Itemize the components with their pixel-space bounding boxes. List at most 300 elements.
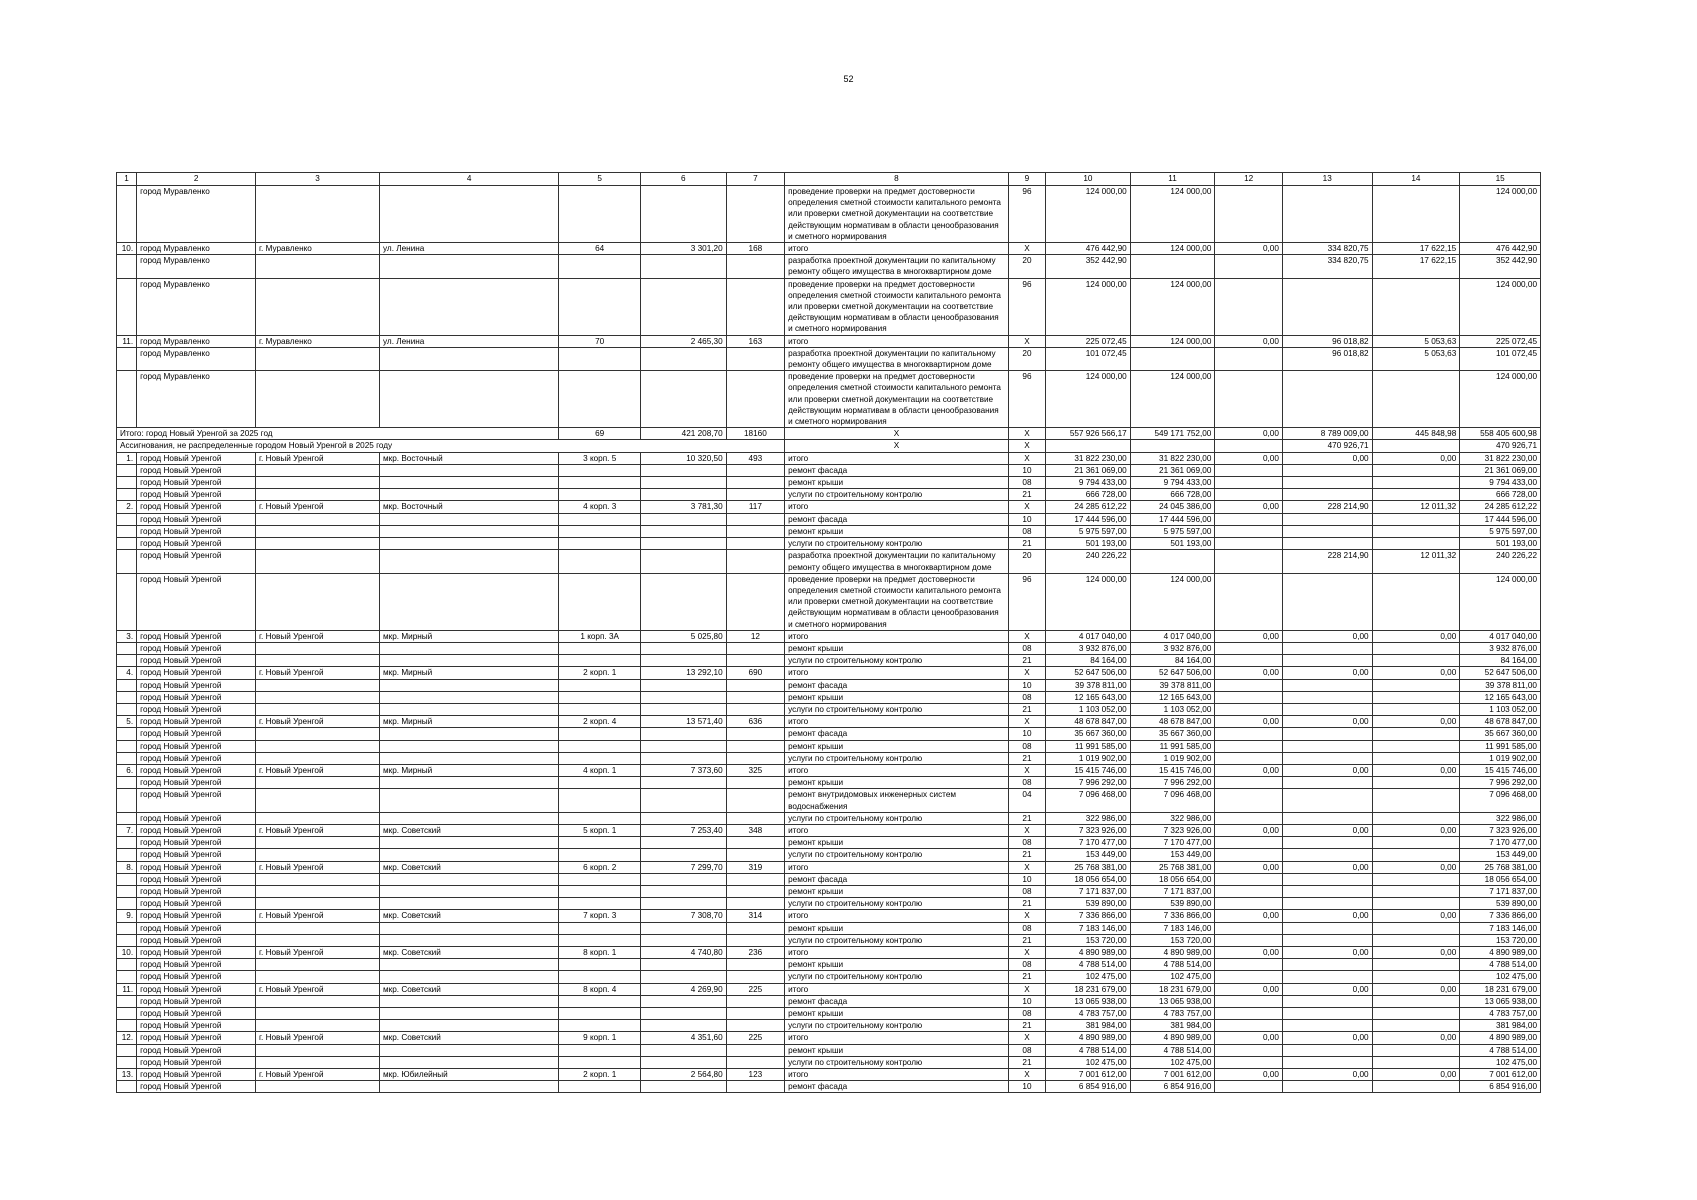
cell-settlement <box>256 812 380 824</box>
cell-cost-sum: 501 193,00 <box>1460 538 1541 550</box>
cell-house: 2 корп. 4 <box>559 716 641 728</box>
cell-settlement <box>256 691 380 703</box>
cell-cost-sum: 21 361 069,00 <box>1460 464 1541 476</box>
table-row <box>117 335 1541 347</box>
cell-area: 3 301,20 <box>641 243 727 255</box>
cell-area <box>641 655 727 667</box>
cell-residents <box>726 489 784 501</box>
cell-municipality: город Новый Уренгой <box>137 837 256 849</box>
cell-cost-sum: 3 932 876,00 <box>1460 642 1541 654</box>
cell-cost-sum: 5 975 597,00 <box>1460 525 1541 537</box>
cell-work-code: 10 <box>1008 513 1045 525</box>
table-row <box>117 703 1541 715</box>
cell-cost-owners <box>1282 538 1372 550</box>
cell-num <box>117 703 137 715</box>
cell-municipality: город Новый Уренгой <box>137 1008 256 1020</box>
table-row <box>117 812 1541 824</box>
cell-cost-sum: 13 065 938,00 <box>1460 995 1541 1007</box>
cell-cost-other: 0,00 <box>1372 983 1460 995</box>
cell-cost-sum: 48 678 847,00 <box>1460 716 1541 728</box>
cell-settlement <box>256 642 380 654</box>
cell-work-code: X <box>1008 667 1045 679</box>
cell-house: 5 корп. 1 <box>559 824 641 836</box>
cell-settlement: г. Новый Уренгой <box>256 1069 380 1081</box>
cell-work-code: X <box>1008 824 1045 836</box>
summary-assign-code: X <box>1008 440 1045 452</box>
cell-house <box>559 971 641 983</box>
cell-num <box>117 837 137 849</box>
cell-cost-total: 7 171 837,00 <box>1046 885 1131 897</box>
cell-cost-fund: 21 361 069,00 <box>1130 464 1215 476</box>
cell-work-type: ремонт крыши <box>785 1044 1009 1056</box>
cell-municipality: город Новый Уренгой <box>137 655 256 667</box>
cell-cost-other <box>1372 849 1460 861</box>
cell-cost-fund: 124 000,00 <box>1130 335 1215 347</box>
cell-cost-owners <box>1282 278 1372 335</box>
cell-cost-owners: 0,00 <box>1282 452 1372 464</box>
cell-residents <box>726 371 784 428</box>
cell-area <box>641 550 727 573</box>
cell-cost-owners <box>1282 885 1372 897</box>
cell-settlement: г. Новый Уренгой <box>256 1032 380 1044</box>
cell-street <box>380 550 559 573</box>
cell-street <box>380 1020 559 1032</box>
table-row <box>117 243 1541 255</box>
cell-cost-budget <box>1215 777 1283 789</box>
header-cell-10: 10 <box>1046 173 1131 186</box>
cell-house <box>559 703 641 715</box>
cell-cost-owners: 96 018,82 <box>1282 347 1372 370</box>
cell-cost-budget <box>1215 837 1283 849</box>
cell-settlement <box>256 752 380 764</box>
header-cell-15: 15 <box>1460 173 1541 186</box>
table-row <box>117 255 1541 278</box>
cell-cost-budget <box>1215 1056 1283 1068</box>
cell-residents <box>726 995 784 1007</box>
cell-area <box>641 703 727 715</box>
cell-work-type: ремонт крыши <box>785 1008 1009 1020</box>
cell-cost-other <box>1372 922 1460 934</box>
cell-settlement <box>256 347 380 370</box>
cell-cost-other: 17 622,15 <box>1372 243 1460 255</box>
cell-cost-owners <box>1282 513 1372 525</box>
cell-work-type: ремонт крыши <box>785 525 1009 537</box>
cell-work-code: X <box>1008 947 1045 959</box>
cell-work-type: ремонт фасада <box>785 679 1009 691</box>
cell-area: 2 564,80 <box>641 1069 727 1081</box>
cell-settlement <box>256 849 380 861</box>
table-row <box>117 873 1541 885</box>
summary-total-residents: 18160 <box>726 428 784 440</box>
cell-area: 2 465,30 <box>641 335 727 347</box>
cell-num: 13. <box>117 1069 137 1081</box>
cell-cost-budget: 0,00 <box>1215 764 1283 776</box>
table-row <box>117 667 1541 679</box>
cell-cost-fund: 102 475,00 <box>1130 1056 1215 1068</box>
cell-municipality: город Новый Уренгой <box>137 1069 256 1081</box>
cell-residents <box>726 1008 784 1020</box>
cell-municipality: город Новый Уренгой <box>137 959 256 971</box>
summary-assign-c11 <box>1130 440 1215 452</box>
cell-cost-total: 124 000,00 <box>1046 278 1131 335</box>
cell-settlement <box>256 1020 380 1032</box>
cell-work-code: X <box>1008 716 1045 728</box>
cell-settlement <box>256 655 380 667</box>
cell-area: 7 373,60 <box>641 764 727 776</box>
cell-num <box>117 898 137 910</box>
cell-work-code: 08 <box>1008 1044 1045 1056</box>
cell-cost-budget <box>1215 525 1283 537</box>
cell-street <box>380 922 559 934</box>
cell-cost-other: 0,00 <box>1372 910 1460 922</box>
cell-num <box>117 513 137 525</box>
cell-street <box>380 255 559 278</box>
cell-area: 13 292,10 <box>641 667 727 679</box>
cell-work-code: 21 <box>1008 703 1045 715</box>
cell-work-code: 21 <box>1008 752 1045 764</box>
cell-settlement <box>256 679 380 691</box>
cell-street <box>380 525 559 537</box>
cell-cost-total: 101 072,45 <box>1046 347 1131 370</box>
cell-cost-budget <box>1215 898 1283 910</box>
cell-residents: 168 <box>726 243 784 255</box>
header-cell-2: 2 <box>137 173 256 186</box>
cell-cost-sum: 7 171 837,00 <box>1460 885 1541 897</box>
cell-cost-budget <box>1215 642 1283 654</box>
cell-cost-total: 666 728,00 <box>1046 489 1131 501</box>
cell-cost-other: 12 011,32 <box>1372 550 1460 573</box>
cell-residents: 325 <box>726 764 784 776</box>
cell-work-code: 96 <box>1008 278 1045 335</box>
summary-total-buildings: 69 <box>559 428 641 440</box>
cell-num <box>117 789 137 812</box>
cell-residents <box>726 789 784 812</box>
cell-cost-budget <box>1215 477 1283 489</box>
cell-area <box>641 1008 727 1020</box>
cell-work-code: 21 <box>1008 849 1045 861</box>
table-row <box>117 186 1541 243</box>
cell-cost-sum: 17 444 596,00 <box>1460 513 1541 525</box>
cell-residents <box>726 642 784 654</box>
cell-num <box>117 642 137 654</box>
cell-cost-budget <box>1215 573 1283 630</box>
cell-work-type: итого <box>785 1032 1009 1044</box>
cell-residents <box>726 464 784 476</box>
cell-cost-fund: 4 890 989,00 <box>1130 1032 1215 1044</box>
cell-settlement <box>256 278 380 335</box>
cell-cost-sum: 101 072,45 <box>1460 347 1541 370</box>
cell-cost-budget: 0,00 <box>1215 1032 1283 1044</box>
cell-cost-owners: 96 018,82 <box>1282 335 1372 347</box>
cell-house <box>559 347 641 370</box>
cell-house <box>559 642 641 654</box>
cell-settlement <box>256 837 380 849</box>
summary-assign-c15: 470 926,71 <box>1460 440 1541 452</box>
cell-cost-owners <box>1282 789 1372 812</box>
cell-work-code: 21 <box>1008 538 1045 550</box>
cell-cost-other: 0,00 <box>1372 861 1460 873</box>
cell-cost-fund: 4 788 514,00 <box>1130 959 1215 971</box>
cell-cost-budget <box>1215 655 1283 667</box>
cell-house: 7 корп. 3 <box>559 910 641 922</box>
cell-municipality: город Новый Уренгой <box>137 513 256 525</box>
cell-cost-budget <box>1215 703 1283 715</box>
cell-cost-sum: 381 984,00 <box>1460 1020 1541 1032</box>
cell-work-type: ремонт крыши <box>785 885 1009 897</box>
cell-num <box>117 728 137 740</box>
summary-total-area: 421 208,70 <box>641 428 727 440</box>
cell-work-type: услуги по строительному контролю <box>785 1056 1009 1068</box>
cell-cost-owners <box>1282 642 1372 654</box>
cell-cost-sum: 7 001 612,00 <box>1460 1069 1541 1081</box>
table-row <box>117 959 1541 971</box>
cell-work-type: ремонт крыши <box>785 740 1009 752</box>
cell-cost-fund: 11 991 585,00 <box>1130 740 1215 752</box>
summary-total-c11: 549 171 752,00 <box>1130 428 1215 440</box>
cell-street <box>380 642 559 654</box>
cell-work-code: 08 <box>1008 525 1045 537</box>
header-cell-12: 12 <box>1215 173 1283 186</box>
summary-total-code: X <box>1008 428 1045 440</box>
table-row <box>117 885 1541 897</box>
cell-cost-total: 124 000,00 <box>1046 186 1131 243</box>
cell-municipality: город Новый Уренгой <box>137 679 256 691</box>
cell-cost-other <box>1372 752 1460 764</box>
table-row <box>117 513 1541 525</box>
cell-cost-other <box>1372 477 1460 489</box>
cell-settlement: г. Муравленко <box>256 243 380 255</box>
cell-cost-sum: 18 056 654,00 <box>1460 873 1541 885</box>
cell-cost-other <box>1372 885 1460 897</box>
cell-area <box>641 1056 727 1068</box>
cell-residents <box>726 525 784 537</box>
cell-street <box>380 691 559 703</box>
cell-cost-fund: 1 103 052,00 <box>1130 703 1215 715</box>
cell-work-type: итого <box>785 667 1009 679</box>
cell-cost-other: 0,00 <box>1372 947 1460 959</box>
cell-work-type: ремонт крыши <box>785 477 1009 489</box>
cell-cost-other <box>1372 971 1460 983</box>
cell-num: 11. <box>117 335 137 347</box>
cell-municipality: город Новый Уренгой <box>137 910 256 922</box>
cell-area <box>641 691 727 703</box>
cell-work-type: ремонт фасада <box>785 1081 1009 1093</box>
cell-area <box>641 477 727 489</box>
cell-cost-total: 7 096 468,00 <box>1046 789 1131 812</box>
cell-cost-sum: 1 019 902,00 <box>1460 752 1541 764</box>
cell-house <box>559 371 641 428</box>
cell-house: 9 корп. 1 <box>559 1032 641 1044</box>
cell-work-type: проведение проверки на предмет достоверности определения сметной стоимости капитального ремонта или проверки сметной документации на соответствие действующим нормативам в области ценообразования и сметного нормирования <box>785 573 1009 630</box>
cell-cost-total: 21 361 069,00 <box>1046 464 1131 476</box>
cell-cost-owners: 228 214,90 <box>1282 550 1372 573</box>
cell-municipality: город Новый Уренгой <box>137 667 256 679</box>
cell-cost-sum: 31 822 230,00 <box>1460 452 1541 464</box>
cell-area <box>641 255 727 278</box>
cell-house <box>559 959 641 971</box>
cell-residents <box>726 837 784 849</box>
cell-residents: 163 <box>726 335 784 347</box>
cell-cost-fund: 7 001 612,00 <box>1130 1069 1215 1081</box>
cell-house <box>559 464 641 476</box>
cell-street <box>380 812 559 824</box>
cell-cost-fund: 7 336 866,00 <box>1130 910 1215 922</box>
cell-cost-total: 322 986,00 <box>1046 812 1131 824</box>
table-body <box>117 186 1541 1093</box>
cell-cost-other <box>1372 513 1460 525</box>
table-row <box>117 898 1541 910</box>
cell-cost-total: 352 442,90 <box>1046 255 1131 278</box>
cell-num <box>117 347 137 370</box>
cell-area <box>641 1081 727 1093</box>
cell-num: 10. <box>117 243 137 255</box>
cell-num <box>117 971 137 983</box>
cell-municipality: город Новый Уренгой <box>137 752 256 764</box>
cell-municipality: город Муравленко <box>137 255 256 278</box>
cell-street <box>380 752 559 764</box>
cell-cost-fund: 12 165 643,00 <box>1130 691 1215 703</box>
cell-cost-total: 124 000,00 <box>1046 573 1131 630</box>
cell-house: 6 корп. 2 <box>559 861 641 873</box>
cell-cost-sum: 7 996 292,00 <box>1460 777 1541 789</box>
cell-num: 10. <box>117 947 137 959</box>
cell-street <box>380 728 559 740</box>
cell-work-type: ремонт фасада <box>785 513 1009 525</box>
cell-cost-budget <box>1215 789 1283 812</box>
cell-cost-budget <box>1215 971 1283 983</box>
cell-work-type: ремонт фасада <box>785 464 1009 476</box>
cell-work-type: итого <box>785 243 1009 255</box>
table-row <box>117 278 1541 335</box>
cell-work-code: X <box>1008 630 1045 642</box>
cell-house <box>559 898 641 910</box>
cell-cost-owners: 0,00 <box>1282 667 1372 679</box>
table-row <box>117 1032 1541 1044</box>
cell-cost-owners <box>1282 922 1372 934</box>
cell-residents <box>726 885 784 897</box>
table-row <box>117 501 1541 513</box>
cell-work-type: итого <box>785 910 1009 922</box>
table-row <box>117 691 1541 703</box>
cell-cost-total: 381 984,00 <box>1046 1020 1131 1032</box>
cell-area <box>641 849 727 861</box>
cell-cost-other <box>1372 371 1460 428</box>
cell-municipality: город Новый Уренгой <box>137 550 256 573</box>
summary-total-work: X <box>785 428 1009 440</box>
cell-municipality: город Новый Уренгой <box>137 849 256 861</box>
cell-cost-sum: 102 475,00 <box>1460 971 1541 983</box>
cell-residents: 690 <box>726 667 784 679</box>
cell-cost-total: 18 231 679,00 <box>1046 983 1131 995</box>
cell-cost-owners: 0,00 <box>1282 861 1372 873</box>
cell-area: 4 351,60 <box>641 1032 727 1044</box>
cell-house <box>559 1081 641 1093</box>
cell-settlement: г. Новый Уренгой <box>256 630 380 642</box>
cell-residents: 636 <box>726 716 784 728</box>
cell-house <box>559 922 641 934</box>
cell-settlement: г. Новый Уренгой <box>256 910 380 922</box>
cell-num: 3. <box>117 630 137 642</box>
cell-cost-total: 102 475,00 <box>1046 1056 1131 1068</box>
cell-work-type: разработка проектной документации по капитальному ремонту общего имущества в многоквартирном доме <box>785 550 1009 573</box>
cell-house <box>559 679 641 691</box>
cell-work-type: итого <box>785 947 1009 959</box>
cell-cost-fund: 39 378 811,00 <box>1130 679 1215 691</box>
cell-street <box>380 1056 559 1068</box>
cell-residents: 123 <box>726 1069 784 1081</box>
cell-house <box>559 1056 641 1068</box>
cell-cost-total: 52 647 506,00 <box>1046 667 1131 679</box>
cell-cost-budget: 0,00 <box>1215 667 1283 679</box>
cell-num <box>117 655 137 667</box>
cell-street <box>380 573 559 630</box>
table-row <box>117 716 1541 728</box>
cell-cost-sum: 124 000,00 <box>1460 278 1541 335</box>
table-row <box>117 752 1541 764</box>
cell-cost-owners <box>1282 898 1372 910</box>
cell-cost-fund: 5 975 597,00 <box>1130 525 1215 537</box>
cell-cost-budget: 0,00 <box>1215 910 1283 922</box>
cell-cost-budget: 0,00 <box>1215 452 1283 464</box>
cell-cost-budget <box>1215 489 1283 501</box>
cell-house: 2 корп. 1 <box>559 667 641 679</box>
cell-cost-sum: 35 667 360,00 <box>1460 728 1541 740</box>
cell-cost-total: 7 183 146,00 <box>1046 922 1131 934</box>
cell-cost-owners <box>1282 752 1372 764</box>
cell-cost-sum: 1 103 052,00 <box>1460 703 1541 715</box>
cell-cost-total: 5 975 597,00 <box>1046 525 1131 537</box>
summary-assign-c12 <box>1215 440 1283 452</box>
cell-municipality: город Муравленко <box>137 278 256 335</box>
cell-cost-budget: 0,00 <box>1215 824 1283 836</box>
cell-work-code: 21 <box>1008 1020 1045 1032</box>
cell-work-type: итого <box>785 630 1009 642</box>
cell-cost-sum: 4 788 514,00 <box>1460 959 1541 971</box>
cell-cost-other: 0,00 <box>1372 452 1460 464</box>
cell-cost-fund: 7 170 477,00 <box>1130 837 1215 849</box>
cell-cost-fund: 35 667 360,00 <box>1130 728 1215 740</box>
cell-settlement: г. Новый Уренгой <box>256 716 380 728</box>
cell-cost-sum: 39 378 811,00 <box>1460 679 1541 691</box>
header-cell-5: 5 <box>559 173 641 186</box>
cell-work-code: 10 <box>1008 728 1045 740</box>
header-cell-4: 4 <box>380 173 559 186</box>
cell-municipality: город Новый Уренгой <box>137 477 256 489</box>
cell-cost-owners: 0,00 <box>1282 910 1372 922</box>
cell-cost-other: 5 053,63 <box>1372 347 1460 370</box>
cell-cost-owners <box>1282 728 1372 740</box>
cell-work-type: проведение проверки на предмет достоверности определения сметной стоимости капитального ремонта или проверки сметной документации на соответствие действующим нормативам в области ценообразования и сметного нормирования <box>785 278 1009 335</box>
cell-num: 7. <box>117 824 137 836</box>
cell-work-code: 04 <box>1008 789 1045 812</box>
cell-cost-other <box>1372 777 1460 789</box>
cell-house <box>559 777 641 789</box>
cell-municipality: город Новый Уренгой <box>137 1032 256 1044</box>
cell-cost-total: 6 854 916,00 <box>1046 1081 1131 1093</box>
cell-municipality: город Муравленко <box>137 347 256 370</box>
cell-house <box>559 513 641 525</box>
cell-num <box>117 679 137 691</box>
cell-num <box>117 477 137 489</box>
cell-cost-other: 0,00 <box>1372 1069 1460 1081</box>
cell-cost-owners <box>1282 995 1372 1007</box>
cell-area <box>641 777 727 789</box>
cell-work-code: X <box>1008 764 1045 776</box>
cell-area <box>641 573 727 630</box>
cell-street: мкр. Мирный <box>380 630 559 642</box>
cell-num: 12. <box>117 1032 137 1044</box>
cell-cost-total: 7 170 477,00 <box>1046 837 1131 849</box>
